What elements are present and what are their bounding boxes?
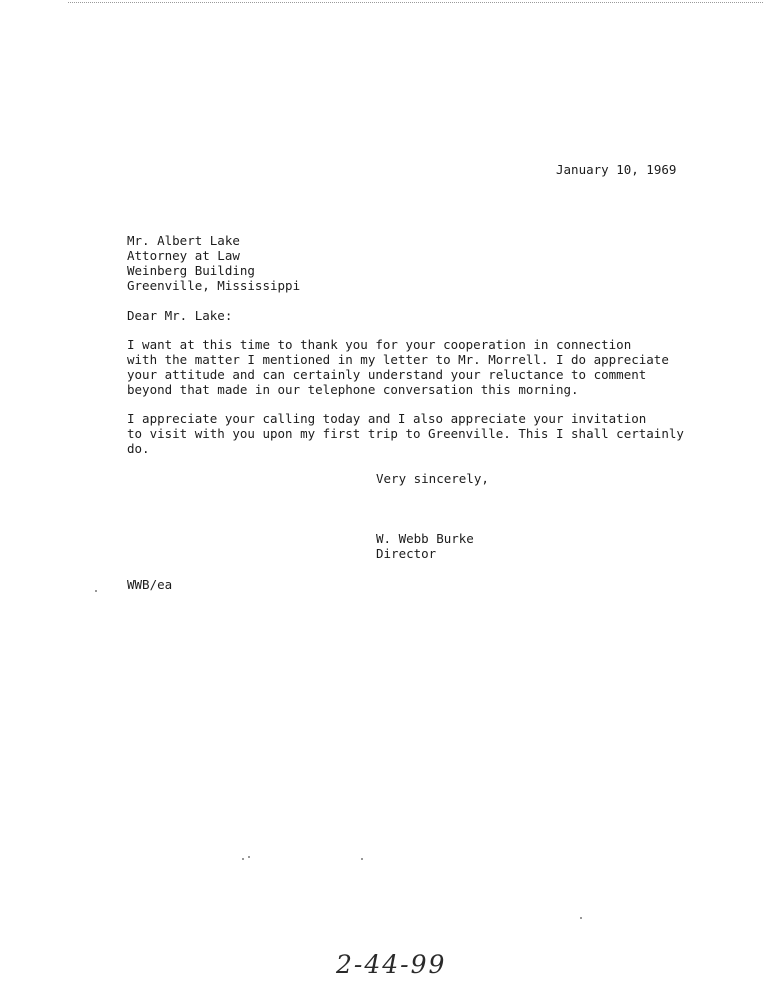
paper-speck xyxy=(361,858,363,860)
recipient-building: Weinberg Building xyxy=(127,263,255,278)
closing: Very sincerely, xyxy=(376,471,489,486)
paragraph-line: beyond that made in our telephone conversation this morning. xyxy=(127,382,579,397)
top-edge-dots xyxy=(68,2,763,3)
typist-initials: WWB/ea xyxy=(127,577,173,592)
paragraph-line: your attitude and can certainly understand your reluctance to comment xyxy=(127,367,647,382)
signer-name: W. Webb Burke xyxy=(376,531,474,546)
body-paragraph-2 xyxy=(127,411,684,456)
letter-date: January 10, 1969 xyxy=(556,162,677,177)
paragraph-line: I appreciate your calling today and I also appreciate your invitation xyxy=(127,411,647,426)
body-paragraph-1 xyxy=(127,337,669,397)
recipient-address xyxy=(127,233,300,293)
paragraph-line: do. xyxy=(127,441,150,456)
recipient-name: Mr. Albert Lake xyxy=(127,233,240,248)
signature-block xyxy=(376,531,474,561)
recipient-city: Greenville, Mississippi xyxy=(127,278,301,293)
paper-speck xyxy=(242,858,244,860)
paragraph-line: with the matter I mentioned in my letter to Mr. Morrell. I do appreciate xyxy=(127,352,669,367)
salutation: Dear Mr. Lake: xyxy=(127,308,233,323)
handwritten-file-number: 2-44-99 xyxy=(336,950,447,979)
paper-speck xyxy=(248,856,250,858)
paragraph-line: to visit with you upon my first trip to Greenville. This I shall certainly xyxy=(127,426,684,441)
signer-title: Director xyxy=(376,546,437,561)
recipient-title: Attorney at Law xyxy=(127,248,240,263)
paragraph-line: I want at this time to thank you for your cooperation in connection xyxy=(127,337,632,352)
paper-speck xyxy=(95,590,97,592)
paper-speck xyxy=(580,917,582,919)
